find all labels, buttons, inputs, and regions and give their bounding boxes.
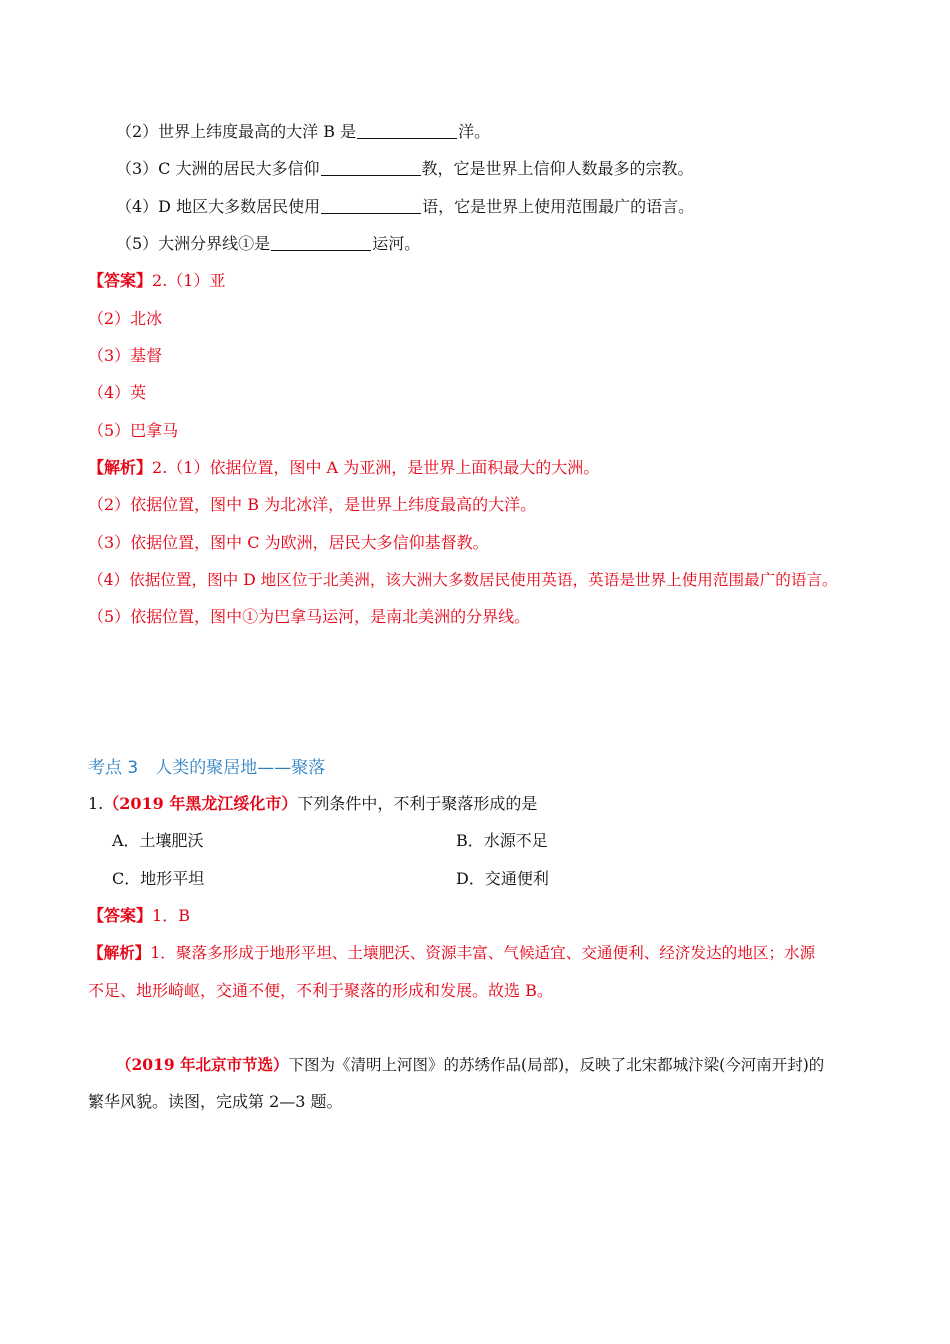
option-c: C．地形平坦 [112,869,205,888]
analysis-line-1 [88,457,599,479]
analysis-line-2: （2）依据位置，图中 B 为北冰洋，是世界上纬度最高的大洋。 [88,495,537,514]
analysis-line-3: （3）依据位置，图中 C 为欧洲，居民大多信仰基督教。 [88,533,489,552]
answer-2 [88,905,190,927]
question-item-4 [116,196,694,218]
question-text: （2）世界上纬度最高的大洋 B 是 [116,122,357,141]
analysis-tag: 【解析】 [88,943,151,962]
option-d: D．交通便利 [456,869,549,888]
question-text: （4）D 地区大多数居民使用 [116,197,321,216]
question-text: 运河。 [372,234,421,253]
question-text: 洋。 [458,122,491,141]
analysis-text: 2.（1）依据位置，图中 A 为亚洲，是世界上面积最大的大洲。 [152,458,600,477]
answer-text: 1．B [152,906,190,925]
analysis-text: 1．聚落多形成于地形平坦、土壤肥沃、资源丰富、气候适宜、交通便利、经济发达的地区；水源 [150,944,816,962]
passage-text: 下图为《清明上河图》的苏绣作品(局部)，反映了北宋都城汴梁(今河南开封)的 [288,1056,825,1074]
analysis-2-line-2: 不足、地形崎岖，交通不便，不利于聚落的形成和发展。故选 B。 [88,981,553,1000]
question-number: 1. [88,794,104,813]
question-text: 语，它是世界上使用范围最广的语言。 [422,197,695,216]
answer-blank [271,234,371,251]
question-text: （3）C 大洲的居民大多信仰 [116,159,320,178]
passage-line-2: 繁华风貌。读图，完成第 2—3 题。 [88,1092,343,1111]
option-b: B．水源不足 [456,831,548,850]
question-text: （5）大洲分界线①是 [116,234,271,253]
question-1 [88,793,537,815]
analysis-2-line-1 [88,942,815,964]
analysis-line-4: （4）依据位置，图中 D 地区位于北美洲，该大洲大多数居民使用英语，英语是世界上使用范围最广的语言。 [88,571,838,589]
question-stem: 下列条件中，不利于聚落形成的是 [297,794,538,813]
answer-line-4: （4）英 [88,383,147,402]
answer-tag: 【答案】 [88,906,153,925]
analysis-tag: 【解析】 [88,458,153,477]
analysis-line-5: （5）依据位置，图中①为巴拿马运河，是南北美洲的分界线。 [88,607,531,626]
question-text: 教，它是世界上信仰人数最多的宗教。 [421,159,694,178]
answer-line-2: （2）北冰 [88,309,163,328]
answer-blank [321,159,421,176]
answer-text: 2.（1）亚 [152,271,226,290]
answer-blank [357,122,457,139]
question-item-3 [116,158,694,180]
answer-tag: 【答案】 [88,271,153,290]
answer-line-5: （5）巴拿马 [88,421,179,440]
answer-line-3: （3）基督 [88,346,163,365]
question-source: （2019 年黑龙江绥化市） [103,794,298,813]
question-item-2 [116,121,490,143]
passage-source: （2019 年北京市节选） [116,1055,289,1074]
question-item-5 [116,233,420,255]
answer-line-1 [88,270,225,292]
section-heading: 考点 3 人类的聚居地——聚落 [88,758,326,778]
option-a: A．土壤肥沃 [112,831,204,850]
passage-line-1 [116,1054,824,1076]
answer-blank [321,197,421,214]
